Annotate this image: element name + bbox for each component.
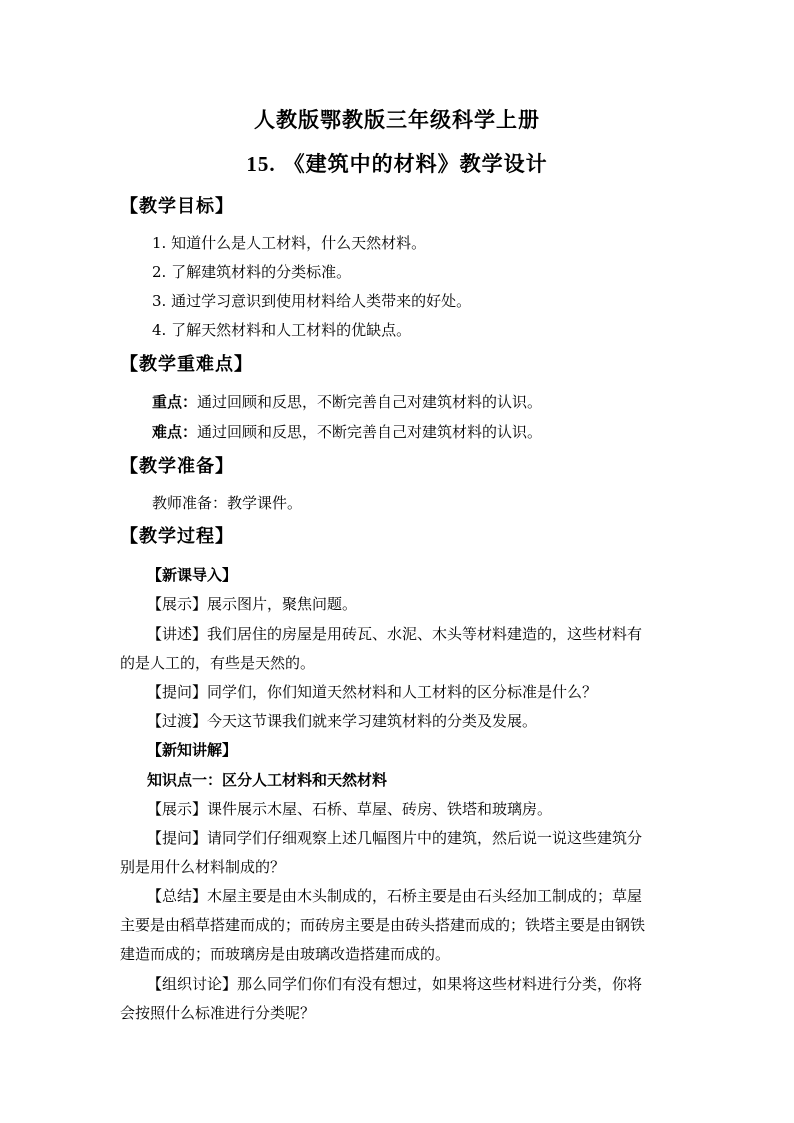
lesson-title-text: 《建筑中的材料》教学设计: [283, 151, 548, 176]
paragraph-continuation: 主要是由稻草搭建而成的；而砖房主要是由砖头搭建而成的；铁塔主要是由钢铁: [120, 916, 646, 934]
section-heading-process: 【教学过程】: [120, 526, 234, 547]
goal-item: 2. 了解建筑材料的分类标准。: [152, 263, 352, 281]
knowledge-point-title: 知识点一：区分人工材料和天然材料: [147, 771, 388, 789]
paragraph-text: 课件展示木屋、石桥、草屋、砖房、铁塔和玻璃房。: [207, 800, 553, 818]
paragraph-text: 请同学们仔细观察上述几幅图片中的建筑，然后说一说这些建筑分: [207, 829, 643, 847]
difficult-point: [152, 422, 542, 442]
tag: 【提问】: [147, 683, 208, 701]
paragraph: [147, 974, 642, 994]
tag: 【讲述】: [147, 625, 208, 643]
key-point: [152, 392, 542, 412]
difficult-point-label: 难点：: [152, 423, 198, 441]
tag: 【组织讨论】: [147, 975, 238, 993]
paragraph: [147, 828, 642, 848]
paragraph-continuation: 建造而成的；而玻璃房是由玻璃改造搭建而成的。: [120, 945, 451, 963]
key-point-text: 通过回顾和反思，不断完善自己对建筑材料的认识。: [197, 393, 543, 411]
difficult-point-text: 通过回顾和反思，不断完善自己对建筑材料的认识。: [197, 423, 543, 441]
document-title: 人教版鄂教版三年级科学上册: [254, 107, 540, 132]
paragraph-text: 展示图片，聚焦问题。: [207, 595, 358, 613]
paragraph-continuation: 会按照什么标准进行分类呢？: [120, 1004, 316, 1022]
paragraph-text: 木屋主要是由木头制成的，石桥主要是由石头经加工制成的；草屋: [207, 887, 643, 905]
paragraph: [147, 886, 642, 906]
paragraph: [147, 624, 642, 644]
paragraph-text: 今天这节课我们就来学习建筑材料的分类及发展。: [207, 712, 538, 730]
tag: 【过渡】: [147, 712, 208, 730]
paragraph: [147, 682, 597, 702]
section-heading-preparation: 【教学准备】: [120, 456, 234, 477]
goal-item: 1. 知道什么是人工材料，什么天然材料。: [152, 234, 427, 252]
goal-item: 3. 通过学习意识到使用材料给人类带来的好处。: [152, 292, 472, 310]
key-point-label: 重点：: [152, 393, 198, 411]
section-heading-key-points: 【教学重难点】: [120, 354, 253, 375]
paragraph-continuation: 的是人工的，有些是天然的。: [120, 654, 316, 672]
section-heading-goals: 【教学目标】: [120, 196, 234, 217]
paragraph-continuation: 别是用什么材料制成的？: [120, 858, 286, 876]
paragraph: [147, 594, 357, 614]
subsection-intro: 【新课导入】: [147, 566, 238, 584]
paragraph: [147, 799, 552, 819]
paragraph-text: 同学们，你们知道天然材料和人工材料的区分标准是什么？: [207, 683, 598, 701]
paragraph-text: 那么同学们你们有没有想过，如果将这些材料进行分类，你将: [237, 975, 643, 993]
tag: 【提问】: [147, 829, 208, 847]
lesson-title: [0, 148, 794, 178]
tag: 【总结】: [147, 887, 208, 905]
goal-item: 4. 了解天然材料和人工材料的优缺点。: [152, 321, 412, 339]
paragraph: [147, 711, 537, 731]
paragraph-text: 我们居住的房屋是用砖瓦、水泥、木头等材料建造的，这些材料有: [207, 625, 643, 643]
tag: 【展示】: [147, 800, 208, 818]
preparation-text: 教师准备：教学课件。: [152, 494, 303, 512]
tag: 【展示】: [147, 595, 208, 613]
lesson-number: 15.: [246, 152, 276, 176]
subsection-new-knowledge: 【新知讲解】: [147, 741, 238, 759]
